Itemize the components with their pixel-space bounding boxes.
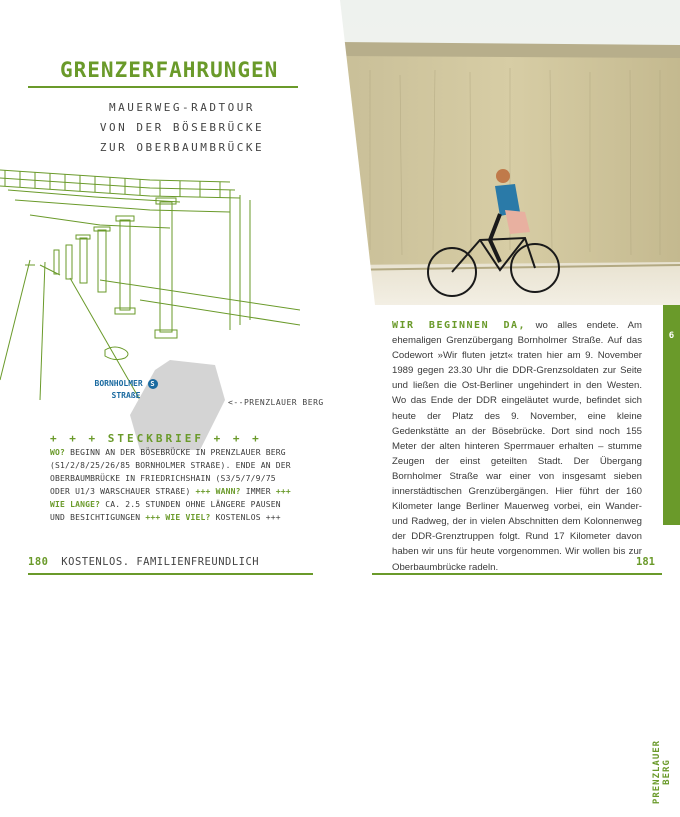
page-title: GRENZERFAHRUNGEN [60,58,279,82]
station-label [78,378,174,402]
page-number-right: 181 [636,556,655,568]
station-name-line1: BORNHOLMER [94,379,143,388]
right-page [340,0,680,805]
footer-rule-right [372,573,662,575]
page-number-left: 180 [28,556,49,568]
steckbrief-cost-label: +++ WIE VIEL? [145,513,211,522]
steckbrief-where-label: WO? [50,448,66,457]
s-bahn-icon: S [148,379,158,389]
subtitle-line-2: VON DER BÖSEBRÜCKE [99,121,265,134]
left-page [0,0,340,595]
lead-in: WIR BEGINNEN DA, [392,320,527,331]
title-underline [28,86,298,88]
footer-tags: KOSTENLOS. FAMILIENFREUNDLICH [61,556,260,568]
steckbrief-when: IMMER [245,487,271,496]
steckbrief-when-label: +++ WANN? [195,487,241,496]
wall-photo [340,0,680,305]
body-paragraph: wo alles endete. Am ehemaligen Grenzübergang Bornholmer Straße. Auf das Codewort »Wir fluten jetzt« traten hier am 9. November 1989 gegen 23.30 Uhr die DDR-Grenzsoldaten zur Seite und ließen die Ost-Berliner ungehindert in den Westen. Wo das Ende der DDR eingeläutet wurde, befindet sich heute der Platz des 9. November, eine kleine Gedenkstätte an der Bösebrücke. Dort sind noch 155 Meter der alten hinteren Sperrmauer erhalten – stumme Zeugen der einst geteilten Stadt. Der Übergang Bornholmer Straße war einer von insgesamt sieben innerstädtischen Grenzübergängen. Hier führt der 160 Kilometer lange Berliner Mauerweg vorbei, ein Wander- und Radweg, der in vielen Abschnitten dem Kolonnenweg der DDR-Grenztruppen folgt. Rund 17 Kilometer davon haben wir uns für heute vorgenommen. Wir wollen bis zur Oberbaumbrücke radeln. [392,320,643,573]
chapter-number: 6 [668,331,675,341]
direction-label: <--PRENZLAUER BERG [228,398,324,407]
steckbrief-cost: KOSTENLOS +++ [215,513,281,522]
steckbrief-heading: + + + STECKBRIEF + + + [50,432,262,445]
station-name-line2: STRAßE [111,391,141,400]
subtitle-line-1: MAUERWEG-RADTOUR [109,101,255,114]
steckbrief-duration-label: +++ WIE LANGE? [50,487,291,509]
body-text [392,318,642,575]
steckbrief [50,446,300,524]
subtitle-line-3: ZUR OBERBAUMBRÜCKE [99,141,265,154]
steckbrief-duration: CA. 2.5 STUNDEN OHNE LÄNGERE PAUSEN UND BESICHTIGUNGEN [50,500,281,522]
steckbrief-where: BEGINN AN DER BÖSEBRÜCKE IN PRENZLAUER BERG (S1/2/8/25/26/85 BORNHOLMER STRAßE). ENDE AN DER OBERBAUMBRÜCKE IN FRIEDRICHSHAIN (S3/5/7/9/75 ODER U1/3 WARSCHAUER STRAßE) [50,448,291,496]
footer-left [28,556,259,568]
chapter-label: PRENZLAUER BERG [652,739,672,805]
footer-rule-left [28,573,313,575]
